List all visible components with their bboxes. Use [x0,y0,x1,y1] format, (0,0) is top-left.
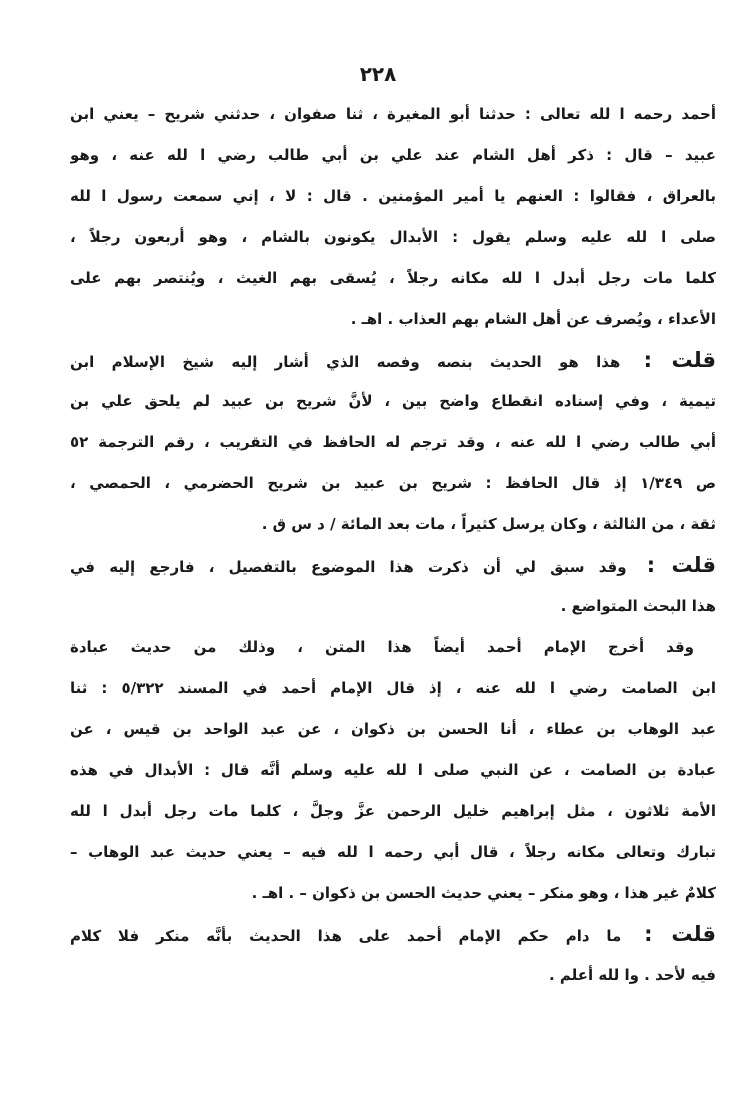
text-line [70,914,716,955]
text-line: فيه لأحد . وا لله أعلم . [548,966,716,984]
text-line: صلى ا لله عليه وسلم يقول : الأبدال يكونون بالشام ، وهو أربعون رجلاً ، [70,228,716,246]
text-line [70,340,716,381]
page-number: ٢٢٨ [359,62,397,86]
text-line-content: ما دام حكم الإمام أحمد على هذا الحديث بأنَّه منكر فلا كلام [70,927,622,945]
text-line: بالعراق ، فقالوا : العنهم يا أمير المؤمنين . قال : لا ، إني سمعت رسول ا لله [70,187,716,205]
text-line: تيمية ، وفي إسناده انقطاع واضح بين ، لأنَّ شريح بن عبيد لم يلحق علي بن [70,392,716,410]
text-line-content: هذا هو الحديث بنصه وفصه الذي أشار إليه شيخ الإسلام ابن [70,353,621,371]
text-line: ثقة ، من الثالثة ، وكان يرسل كثيراً ، مات بعد المائة / د س ق . [261,515,716,533]
text-line [70,545,716,586]
text-line: الأعداء ، ويُصرف عن أهل الشام بهم العذاب . اهـ . [350,310,716,328]
text-line: كلما مات رجل أبدل ا لله مكانه رجلاً ، يُسقى بهم الغيث ، ويُنتصر بهم على [70,269,716,287]
text-line: ابن الصامت رضي ا لله عنه ، إذ قال الإمام أحمد في المسند ٥/٣٢٢ : ثنا [70,679,716,697]
text-line: تبارك وتعالى مكانه رجلاً ، قال أبي رحمه ا لله فيه – يعني حديث عبد الوهاب – [70,843,716,861]
text-line: عبيد – قال : ذكر أهل الشام عند علي بن أبي طالب رضي ا لله عنه ، وهو [70,146,716,164]
paragraph-qult-3 [70,914,716,996]
text-line: عبادة بن الصامت ، عن النبي صلى ا لله عليه وسلم أنَّه قال : الأبدال في هذه [70,761,716,779]
text-line: كلامٌ غير هذا ، وهو منكر – يعني حديث الحسن بن ذكوان – . اهـ . [251,884,716,902]
text-line: أبي طالب رضي ا لله عنه ، وقد ترجم له الحافظ في التقريب ، رقم الترجمة ٥٢ [70,433,716,451]
body-text [70,94,716,996]
qult-label: قلت : [646,553,716,577]
paragraph-qult-1 [70,340,716,545]
text-line-content: وقد سبق لي أن ذكرت هذا الموضوع بالتفصيل ، فارجع إليه في [70,558,627,576]
text-line: هذا البحث المتواضع . [560,597,716,615]
paragraph-ubada-hadith [70,627,716,914]
text-line: أحمد رحمه ا لله تعالى : حدثنا أبو المغيرة ، ثنا صفوان ، حدثني شريح – يعني ابن [70,105,716,123]
text-line: ص ١/٣٤٩ إذ قال الحافظ : شريح بن عبيد بن شريح الحضرمي ، الحمصي ، [70,474,716,492]
paragraph-qult-2 [70,545,716,627]
qult-label: قلت : [644,922,716,946]
qult-label: قلت : [643,348,716,372]
text-line: الأمة ثلاثون ، مثل إبراهيم خليل الرحمن عزَّ وجلَّ ، كلما مات رجل أبدل ا لله [70,802,716,820]
text-line: عبد الوهاب بن عطاء ، أنا الحسن بن ذكوان ، عن عبد الواحد بن قيس ، عن [70,720,716,738]
paragraph-hadith-text [70,94,716,340]
text-line: وقد أخرج الإمام أحمد أيضاً هذا المتن ، وذلك من حديث عبادة [70,638,694,656]
